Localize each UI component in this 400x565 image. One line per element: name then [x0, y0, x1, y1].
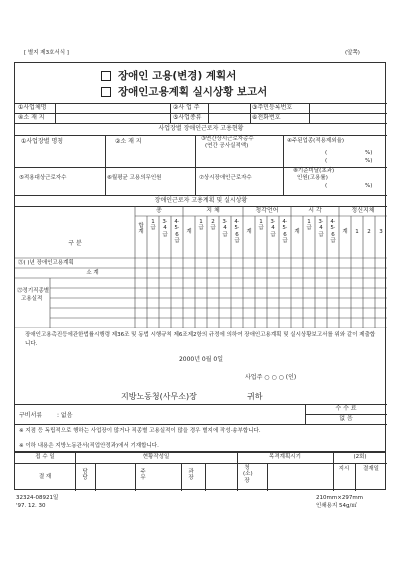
- declaration-text: 장애인고용촉진등에관한법률시행령 제36조 및 동법 시행규칙 제6조제2항의 규정에 의하여 장애인고용계획 및 실시상황보고서를 위와 같이 제출합니다.: [25, 332, 376, 347]
- result-date-label: 결재일: [363, 466, 379, 472]
- sub-gye-3: 계: [294, 229, 300, 235]
- sub-2-limb: 2급: [210, 219, 216, 232]
- pct-2: %): [365, 158, 373, 164]
- note-2: ※ 이하 내용은 지방노동관서(직업안정과)에서 기재합니다.: [19, 443, 159, 449]
- sub-gye-2: 계: [246, 229, 252, 235]
- ju-label: 주무: [140, 469, 146, 482]
- instruction-label: 지시: [338, 466, 350, 472]
- plan-checkbox[interactable]: [101, 71, 111, 81]
- row-quarter-label: ㉒정기직종별: [17, 288, 50, 294]
- sub-1: 1급: [150, 219, 156, 232]
- disabled-workers-label: ⑦상시장애인근로자수: [199, 175, 252, 181]
- pct-3: %): [365, 183, 373, 189]
- sub-46: 4·5·6급: [174, 219, 180, 244]
- avg-workers-label: ③연간상시근로자총수: [201, 136, 254, 142]
- sub-46-limb: 4·5·6급: [234, 219, 240, 244]
- address-label: ④소 재 지: [18, 114, 45, 121]
- col-limb-header: 지 체: [206, 207, 220, 214]
- cheong-label: 청(소)장: [243, 465, 253, 484]
- col-sight-header: 시 각: [308, 207, 322, 214]
- sub-1-hearing: 1급: [258, 219, 264, 232]
- paren-open-2: (: [325, 158, 328, 164]
- gubun-header: 구 분: [68, 240, 82, 247]
- sub-35: 3·4급: [162, 219, 168, 238]
- status-date-label: 현황작성일: [142, 454, 170, 460]
- sub-gye-1: 계: [186, 229, 192, 235]
- receipt-date-label: 접 수 일: [35, 454, 55, 460]
- decision-label: 결 재: [38, 474, 52, 480]
- status-section-title: 사업장별 장애인근로자 고용현황: [158, 125, 244, 132]
- paren-open-3: (: [325, 183, 328, 189]
- over-under-sublabel: 인원(고용률): [297, 175, 328, 181]
- note-1: ※ 지점 등 독립적으로 행하는 사업장이 많거나 직종별 고용실적이 많을 경우 별지에 작성·송부합니다.: [19, 428, 261, 434]
- pages-label: (2회): [353, 454, 367, 460]
- sub-1-mental: 1: [355, 229, 359, 235]
- row-year-plan: ㉑( )년 장애인고용계획: [18, 260, 74, 266]
- dam-label: 담당: [82, 469, 88, 482]
- business-type-label: ⑤사업종류: [173, 114, 202, 121]
- workplace-address-label: ②소 재 지: [115, 138, 142, 145]
- sub-1-limb: 1급: [198, 219, 204, 232]
- target-workers-label: ⑤적용대상근로자수: [19, 175, 67, 181]
- col-mental-header: 정신지체: [351, 207, 375, 214]
- workplace-name-label: ①사업장별 명칭: [21, 138, 64, 145]
- excluded-rate-label: ④주된업종(적용제외율): [287, 138, 345, 144]
- form-number: [ 별지 제3호서식 ]: [24, 50, 69, 56]
- sub-1-sight: 1급: [306, 219, 312, 232]
- monthly-avg-label: ⑥월평균 고용의무인원: [107, 175, 162, 181]
- sub-35-hearing: 3·4급: [270, 219, 276, 238]
- sub-hap: 합계: [138, 223, 144, 236]
- sub-35-limb: 3·4급: [222, 219, 228, 238]
- form-date: '97. 12. 30: [16, 503, 46, 509]
- gwa-label: 과장: [188, 469, 194, 482]
- sub-46-sight: 4·5·6급: [330, 219, 336, 244]
- over-under-label: ⑧기준미달(초과): [293, 168, 335, 174]
- sub-2-mental: 2: [367, 229, 371, 235]
- report-checkbox[interactable]: [101, 87, 111, 97]
- form-frame: [14, 62, 386, 452]
- office-table: [14, 452, 386, 490]
- plan-title: 장애인 고용(변경) 계획서: [118, 70, 237, 82]
- plan-section-title: 장애인근로자 고용계획 및 실시상황: [154, 197, 248, 204]
- col-hearing-header: 청각언어: [255, 207, 279, 214]
- recipient-office: 지방노동청(사무소)장: [121, 392, 197, 401]
- paper-weight: 인쇄용지 54g/㎡: [316, 503, 357, 509]
- owner-signature: 사업주 ○ ○ ○ (인): [245, 374, 297, 381]
- row-subtotal: 소 계: [86, 270, 99, 276]
- form-code: 32324-08921일: [16, 495, 59, 501]
- sub-46-hearing: 4·5·6급: [282, 219, 288, 244]
- pct-1: %): [365, 150, 373, 156]
- row-quarter-sublabel: 고용실적: [21, 296, 43, 302]
- sub-3-mental: 3: [379, 229, 383, 235]
- owner-label: ②사 업 주: [173, 104, 200, 111]
- sub-gye-4: 계: [342, 229, 348, 235]
- col-total-header: 총: [156, 207, 162, 214]
- paren-open-1: (: [325, 150, 328, 156]
- avg-workers-sublabel: (연간 공사실적액): [205, 143, 249, 149]
- fee-label: 수 수 료: [335, 405, 357, 412]
- recipient-honorific: 귀하: [247, 392, 263, 401]
- review-period-label: 목격계획시기: [269, 454, 301, 460]
- phone-label: ⑥전화번호: [252, 114, 281, 121]
- paper-size: 210mm×297mm: [316, 495, 364, 501]
- fee-value: 없 음: [339, 415, 353, 422]
- resident-no-label: ③주민등록번호: [252, 104, 293, 111]
- sub-35-sight: 3·4급: [318, 219, 324, 238]
- docs-value: : 없음: [57, 412, 73, 419]
- declaration-date: 2000년 0월 0일: [178, 356, 224, 363]
- page-side-label: (앞쪽): [345, 50, 360, 56]
- report-title: 장애인고용계획 실시상황 보고서: [118, 86, 268, 98]
- docs-label: 구비서류: [19, 412, 43, 419]
- business-name-label: ①사업체명: [18, 104, 47, 111]
